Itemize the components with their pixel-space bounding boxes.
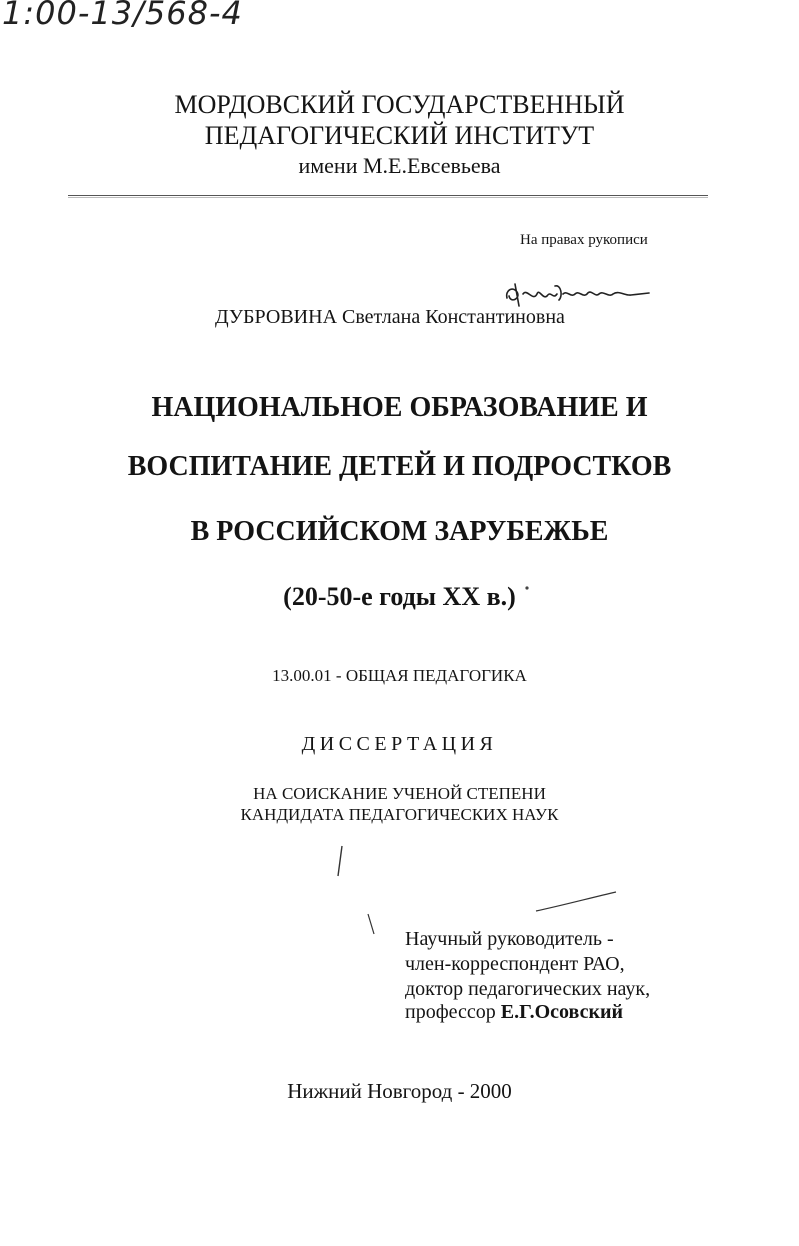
title-line-3: В РОССИЙСКОМ ЗАРУБЕЖЬЕ <box>190 516 609 547</box>
document-type: ДИССЕРТАЦИЯ <box>301 733 498 755</box>
archive-code: 1:00-13/568-4 <box>2 0 243 32</box>
rights-note: На правах рукописи <box>520 232 648 248</box>
title-years: (20-50-е годы XX в.) <box>283 582 516 611</box>
institution-line-3: имени М.Е.Евсевьева <box>298 153 501 178</box>
institution-line-2: ПЕДАГОГИЧЕСКИЙ ИНСТИТУТ <box>204 121 595 150</box>
institution-line-1: МОРДОВСКИЙ ГОСУДАРСТВЕННЫЙ <box>174 90 625 119</box>
title-line-2: ВОСПИТАНИЕ ДЕТЕЙ И ПОДРОСТКОВ <box>127 451 672 482</box>
supervisor-name: Е.Г.Осовский <box>500 1001 624 1023</box>
supervisor-line-2: член-корреспондент РАО, <box>405 953 625 975</box>
specialty-code: 13.00.01 - ОБЩАЯ ПЕДАГОГИКА <box>272 666 527 685</box>
title-line-1: НАЦИОНАЛЬНОЕ ОБРАЗОВАНИЕ И <box>151 392 648 423</box>
author-name: ДУБРОВИНА Светлана Константиновна <box>215 306 565 328</box>
supervisor-line-1: Научный руководитель - <box>405 928 614 950</box>
supervisor-title: профессор <box>405 1001 496 1023</box>
supervisor-line-3: доктор педагогических наук, <box>405 978 651 1000</box>
supervisor-line-4 <box>405 1001 623 1024</box>
degree-line-1: НА СОИСКАНИЕ УЧЕНОЙ СТЕПЕНИ <box>253 784 546 803</box>
city-year: Нижний Новгород - 2000 <box>287 1079 512 1103</box>
degree-line-2: КАНДИДАТА ПЕДАГОГИЧЕСКИХ НАУК <box>240 805 559 824</box>
